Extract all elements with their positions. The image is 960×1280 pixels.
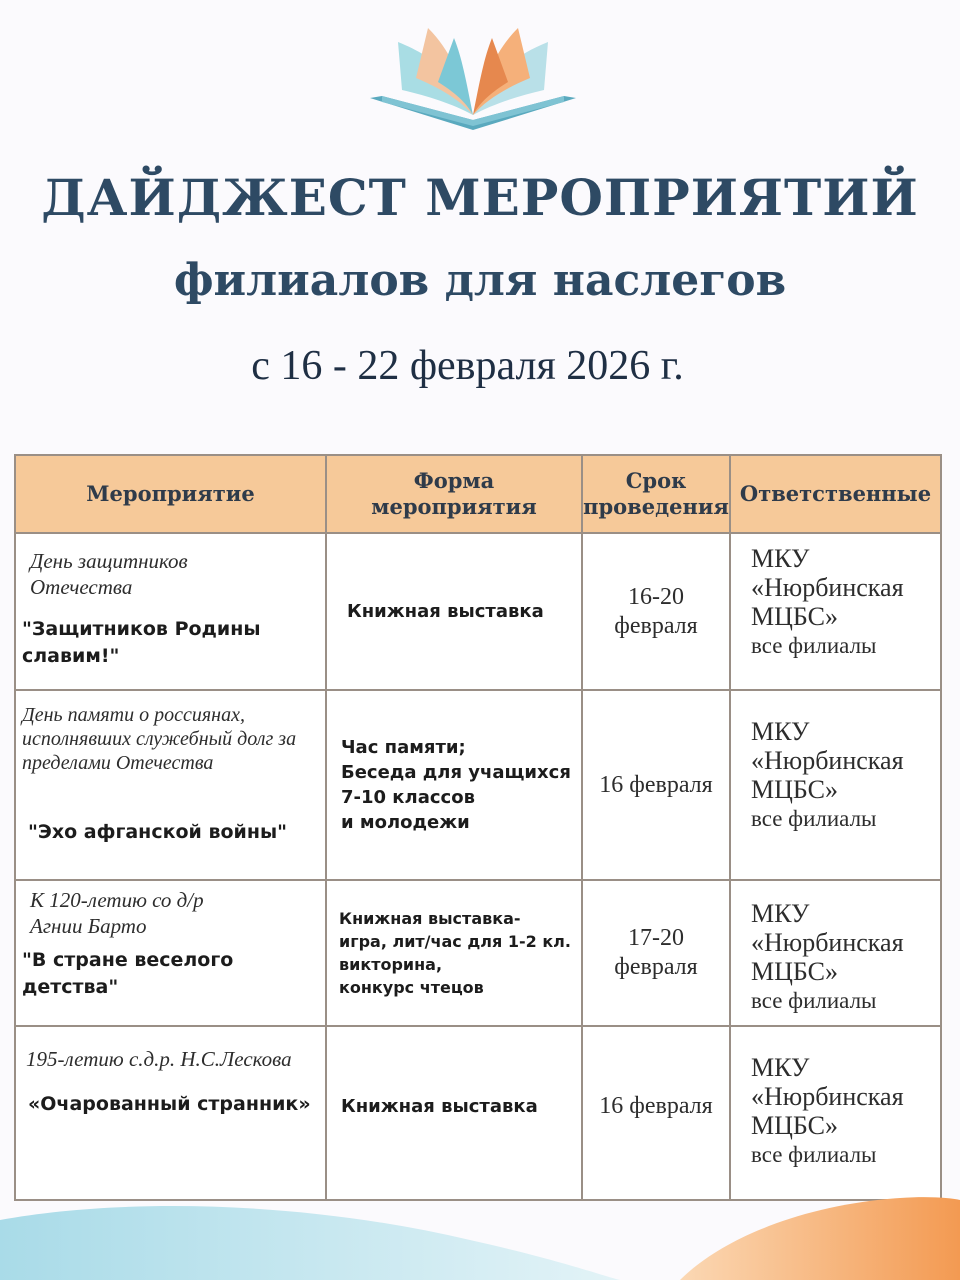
form-cell: Книжная выставка — [326, 1026, 582, 1200]
digest-subtitle: филиалов для наслегов — [173, 255, 787, 306]
event-cell — [15, 690, 326, 880]
digest-dates: с 16 - 22 февраля 2026 г. — [251, 343, 684, 389]
event-occasion: К 120-летию со д/р Агнии Барто — [30, 888, 204, 938]
event-name: "Защитников Родины славим!" — [22, 618, 261, 667]
event-cell — [15, 880, 326, 1026]
header-responsible: Ответственные — [730, 455, 941, 533]
event-name: «Очарованный странник» — [28, 1093, 311, 1115]
form-cell: Книжная выставка — [326, 533, 582, 690]
event-name: "Эхо афганской войны" — [28, 821, 288, 843]
event-name: "В стране веселого детства" — [22, 949, 234, 998]
table-row — [15, 1026, 941, 1200]
table-header-row — [15, 455, 941, 533]
table-row — [15, 690, 941, 880]
table-row — [15, 880, 941, 1026]
event-cell — [15, 1026, 326, 1200]
header-date: Срок проведения — [582, 455, 730, 533]
event-occasion: День защитников Отечества — [30, 549, 188, 599]
header-form: Форма мероприятия — [326, 455, 582, 533]
table-row — [15, 533, 941, 690]
date-cell: 17-20 февраля — [582, 880, 730, 1026]
event-cell — [15, 533, 326, 690]
form-cell: Книжная выставка- игра, лит/час для 1-2 кл. викторина, конкурс чтецов — [326, 880, 582, 1026]
events-table — [14, 454, 942, 1201]
form-cell: Час памяти; Беседа для учащихся 7-10 классов и молодежи — [326, 690, 582, 880]
date-cell: 16-20 февраля — [582, 533, 730, 690]
header-event: Мероприятие — [15, 455, 326, 533]
responsible-cell: МКУ «Нюрбинская МЦБС» все филиалы — [730, 690, 941, 880]
date-cell: 16 февраля — [582, 690, 730, 880]
event-occasion: День памяти о россиянах, исполнявших служебный долг за пределами Отечества — [22, 704, 297, 774]
open-book-icon — [368, 20, 578, 135]
date-cell: 16 февраля — [582, 1026, 730, 1200]
responsible-cell: МКУ «Нюрбинская МЦБС» все филиалы — [730, 880, 941, 1026]
responsible-cell: МКУ «Нюрбинская МЦБС» все филиалы — [730, 533, 941, 690]
responsible-cell: МКУ «Нюрбинская МЦБС» все филиалы — [730, 1026, 941, 1200]
event-occasion: 195-летию с.д.р. Н.С.Лескова — [26, 1047, 292, 1071]
digest-title: ДАЙДЖЕСТ МЕРОПРИЯТИЙ — [41, 168, 919, 227]
decorative-wave — [0, 1180, 960, 1280]
